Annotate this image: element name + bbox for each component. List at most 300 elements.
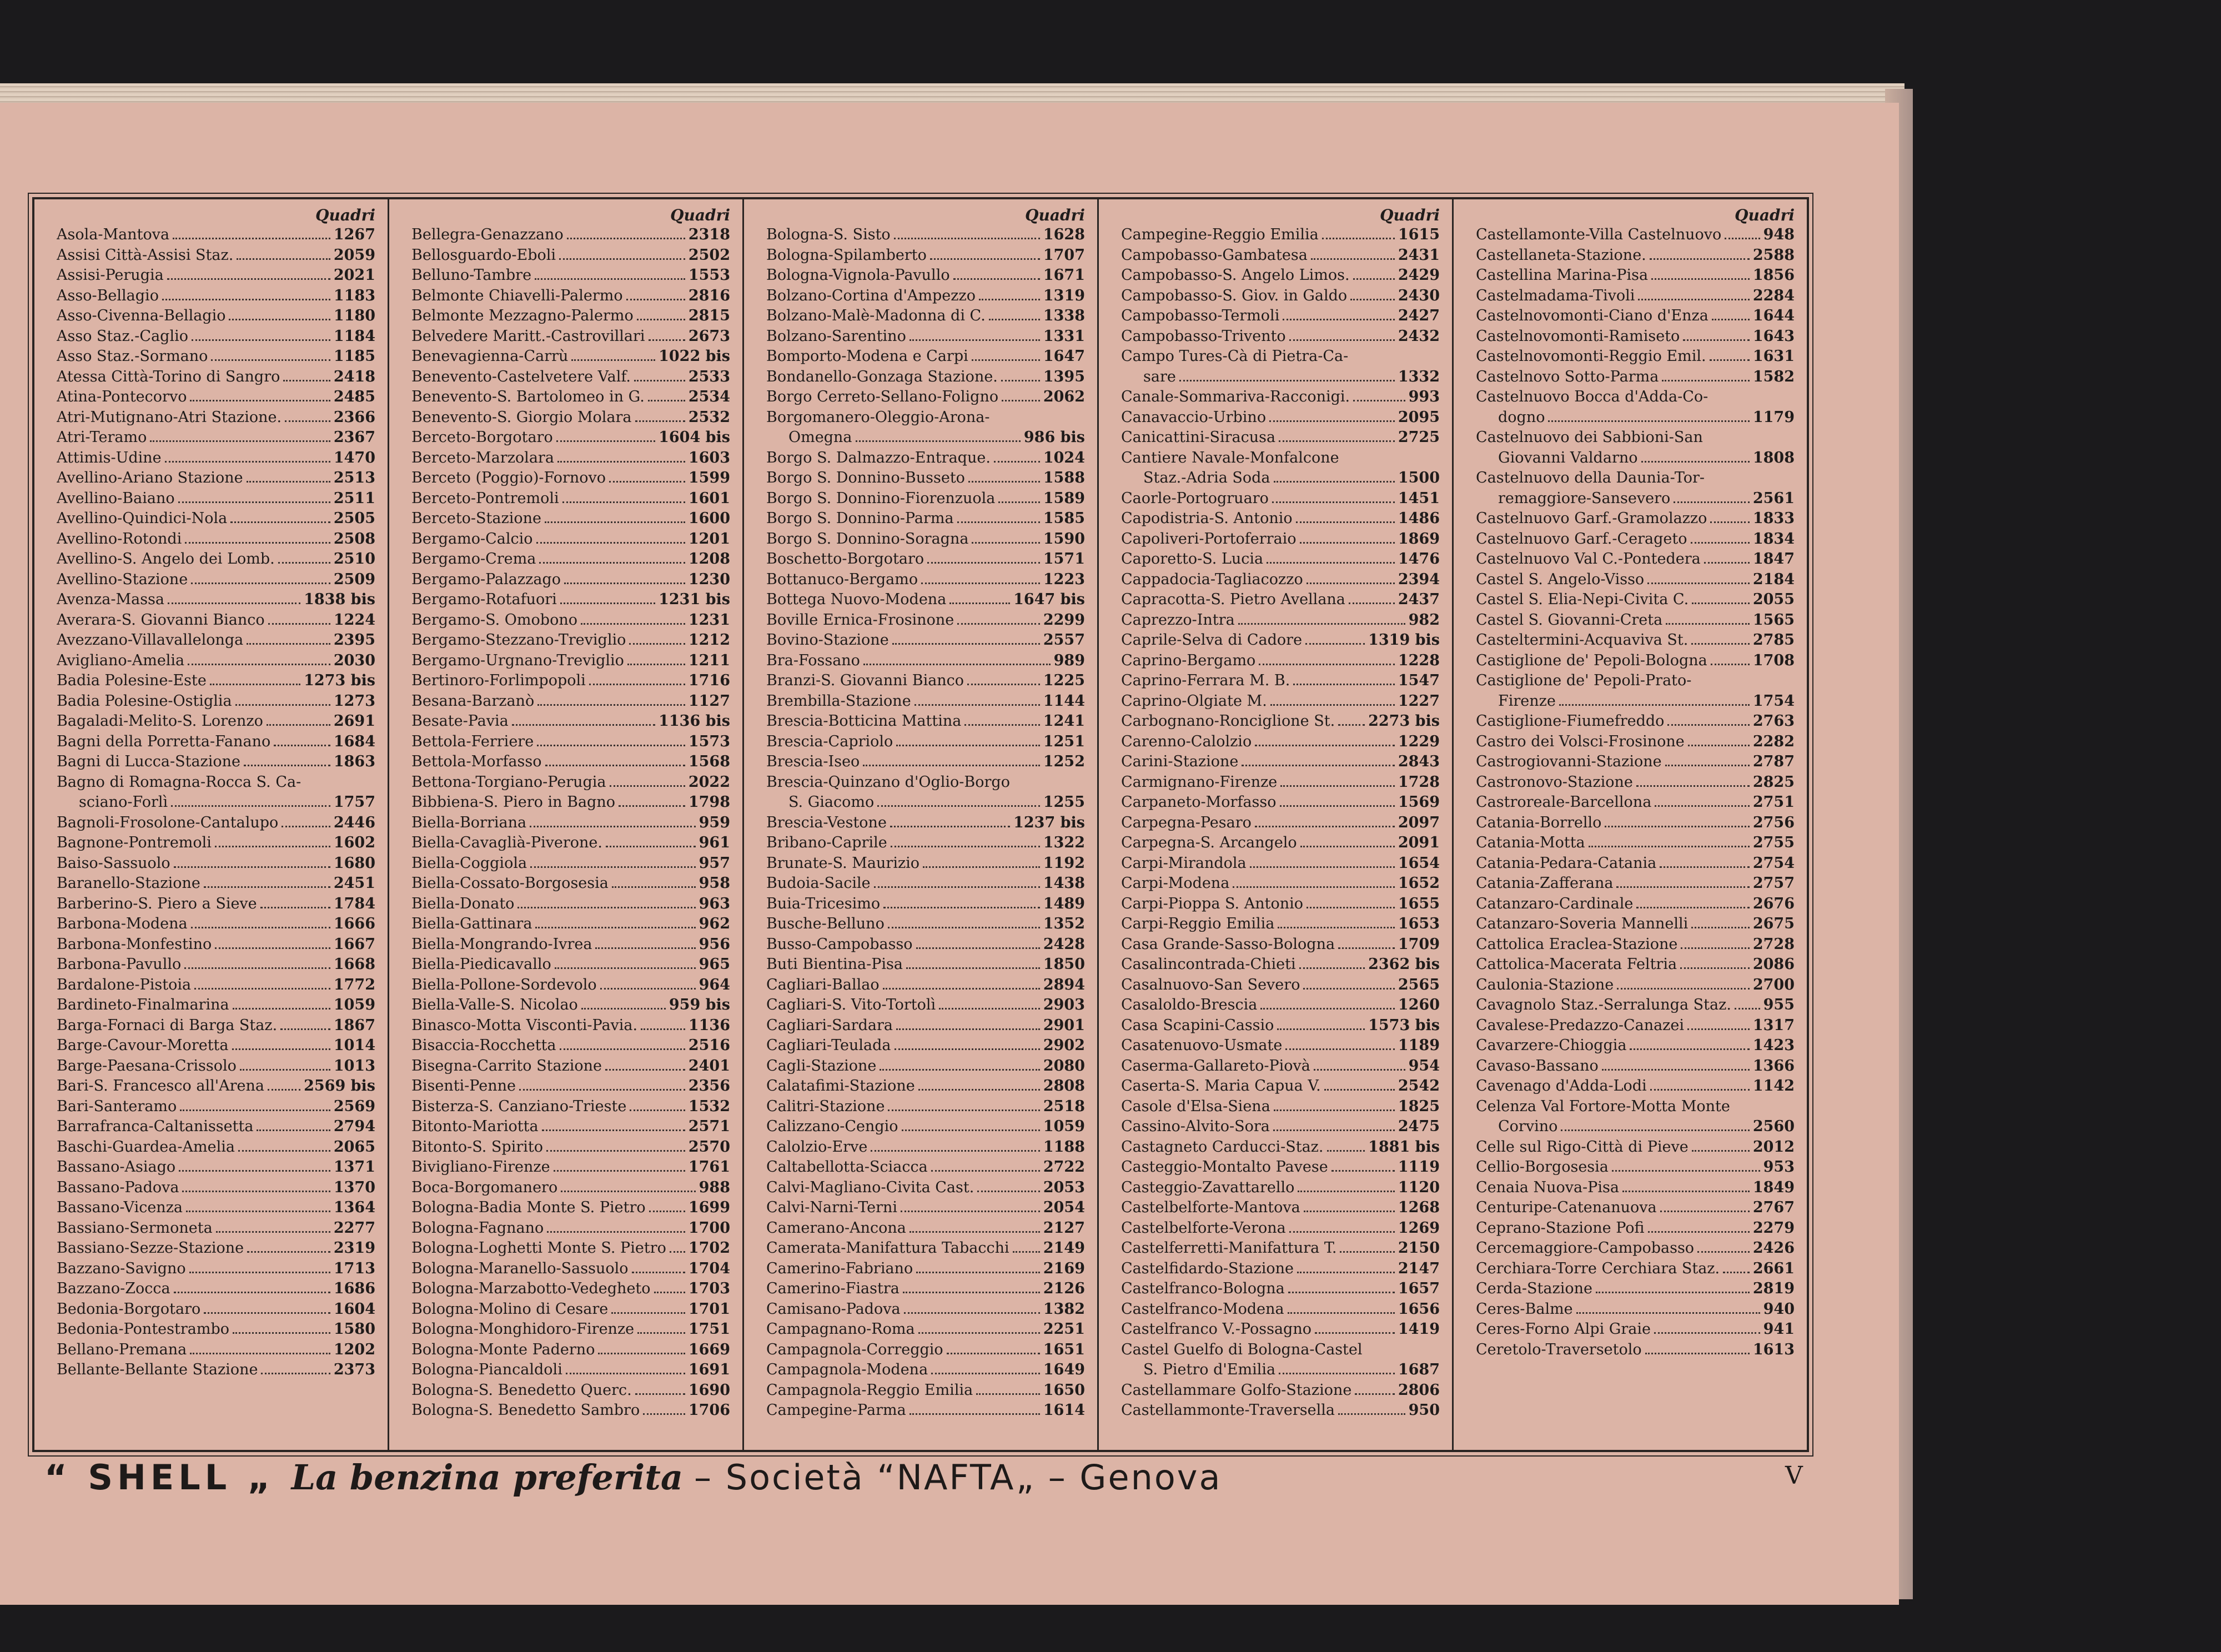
route-name: Atri-Mutignano-Atri Stazione. (57, 408, 282, 426)
table-number: 1319 (1043, 287, 1085, 304)
dot-leader (215, 947, 330, 949)
table-row (411, 1076, 730, 1097)
table-number: 1269 (1398, 1219, 1440, 1237)
table-row (1476, 225, 1795, 245)
table-row (1476, 448, 1795, 469)
route-name: Asso Staz.-Sormano (57, 348, 208, 365)
table-number: 1833 (1752, 510, 1795, 527)
table-number: 2284 (1752, 287, 1795, 304)
dot-leader (546, 1149, 685, 1152)
table-number: 2273 bis (1368, 712, 1440, 730)
table-row (1121, 732, 1440, 752)
table-row (411, 1218, 730, 1239)
table-number: 1229 (1398, 732, 1440, 750)
dot-leader (517, 906, 695, 908)
table-number: 1704 (688, 1259, 730, 1277)
route-name: Bertinoro-Forlimpopoli (411, 672, 586, 689)
route-name: Campagnola-Correggio (766, 1340, 943, 1358)
index-column-1 (34, 199, 389, 1450)
table-row (1476, 1218, 1795, 1239)
route-name: Avigliano-Amelia (57, 651, 185, 669)
dot-leader (1630, 1048, 1749, 1050)
table-row (766, 1340, 1085, 1360)
dot-leader (927, 561, 1040, 564)
table-row (1121, 1380, 1440, 1401)
route-name: Caserta-S. Maria Capua V. (1121, 1077, 1321, 1094)
table-row (1476, 873, 1795, 894)
route-name: Carpi-Pioppa S. Antonio (1121, 895, 1303, 912)
table-number: 1602 (333, 834, 375, 851)
dot-leader (654, 1291, 685, 1293)
route-name: Bomporto-Modena e Carpi (766, 348, 968, 365)
route-name: Asso Staz.-Caglio (57, 327, 188, 345)
dot-leader (268, 622, 330, 625)
dot-leader (998, 501, 1039, 503)
table-row (1121, 651, 1440, 671)
table-row (1121, 1157, 1440, 1178)
table-number: 1237 bis (1013, 814, 1085, 831)
route-name: Belluno-Tambre (411, 267, 532, 284)
table-number: 1684 (333, 732, 375, 750)
dot-leader (979, 298, 1040, 300)
dot-leader (610, 785, 685, 787)
table-row (1121, 367, 1440, 388)
table-number: 1451 (1398, 489, 1440, 507)
route-name: Cassino-Alvito-Sora (1121, 1118, 1270, 1135)
route-name: Catanzaro-Soveria Mannelli (1476, 915, 1689, 932)
table-row (1476, 914, 1795, 935)
dot-leader (1304, 1210, 1395, 1212)
table-row (57, 590, 375, 610)
dot-leader (545, 764, 685, 766)
table-number: 1713 (333, 1259, 375, 1277)
table-row (57, 570, 375, 590)
route-name: Asso-Bellagio (57, 287, 159, 304)
table-number: 2150 (1398, 1239, 1440, 1257)
route-name: Castelnovomonti-Ciano d'Enza (1476, 307, 1709, 324)
table-row (411, 873, 730, 894)
route-name: Borgo Cerreto-Sellano-Foligno (766, 388, 999, 405)
table-number: 1686 (333, 1280, 375, 1297)
dot-leader (283, 379, 330, 381)
table-row (766, 265, 1085, 286)
table-number: 1136 bis (659, 712, 730, 730)
dot-leader (1279, 1372, 1395, 1374)
table-number: 2097 (1398, 814, 1440, 831)
table-number: 1881 bis (1368, 1138, 1440, 1156)
table-row (57, 833, 375, 853)
table-number: 2091 (1398, 834, 1440, 851)
route-name: Bettona-Torgiano-Perugia (411, 773, 606, 791)
table-number: 2808 (1043, 1077, 1085, 1094)
route-name: Atina-Pontecorvo (57, 388, 187, 405)
route-name: Casteggio-Zavattarello (1121, 1178, 1295, 1196)
dot-leader (547, 1231, 685, 1233)
route-name: Barge-Paesana-Crissolo (57, 1057, 237, 1074)
route-name: Bergamo-Crema (411, 550, 536, 568)
route-name: Castelnuovo della Daunia-Tor- (1476, 469, 1705, 486)
table-row (411, 367, 730, 388)
table-number: 2282 (1752, 732, 1795, 750)
route-name: Casa Grande-Sasso-Bologna (1121, 935, 1335, 953)
dot-leader (178, 501, 330, 503)
table-row (411, 853, 730, 874)
dot-leader (890, 825, 1010, 827)
dot-leader (1355, 1393, 1395, 1395)
table-number: 2569 (333, 1097, 375, 1115)
table-row (766, 570, 1085, 590)
table-number: 2901 (1043, 1016, 1085, 1034)
route-name: Badia Polesine-Este (57, 672, 207, 689)
table-row (411, 792, 730, 813)
dot-leader (1267, 561, 1395, 564)
route-name: Casaloldo-Brescia (1121, 996, 1258, 1013)
route-name: Castronovo-Stazione (1476, 773, 1633, 791)
route-name: Berceto-Marzolara (411, 449, 554, 466)
table-row (411, 610, 730, 631)
route-name: Castellina Marina-Pisa (1476, 267, 1649, 284)
table-number: 2673 (688, 327, 730, 345)
route-name: Castel S. Giovanni-Creta (1476, 611, 1663, 629)
route-name: Carbognano-Ronciglione St. (1121, 712, 1335, 730)
dot-leader (261, 1372, 330, 1374)
route-name: Budoia-Sacile (766, 875, 871, 892)
table-row (57, 691, 375, 712)
route-name: Cagliari-Sardara (766, 1016, 893, 1034)
table-number: 2894 (1043, 976, 1085, 993)
table-row (1121, 428, 1440, 448)
route-name: Cantiere Navale-Monfalcone (1121, 449, 1339, 466)
route-name: Calvi-Narni-Terni (766, 1199, 898, 1216)
table-row (766, 448, 1085, 469)
table-row (57, 1340, 375, 1360)
dot-leader (626, 298, 685, 300)
table-row (57, 1016, 375, 1036)
route-name: Buia-Tricesimo (766, 895, 881, 912)
table-row (1121, 975, 1440, 996)
table-number: 1438 (1043, 875, 1085, 892)
dot-leader (914, 704, 1040, 706)
dot-leader (632, 1271, 685, 1273)
table-row (1121, 509, 1440, 529)
table-row (1476, 935, 1795, 955)
table-number: 2437 (1398, 591, 1440, 608)
table-number: 959 bis (669, 996, 730, 1013)
table-row (766, 1360, 1085, 1380)
dot-leader (1660, 1210, 1750, 1212)
table-row (1476, 752, 1795, 772)
table-row (766, 671, 1085, 691)
table-row (1121, 448, 1440, 469)
footer-company: – Società “NAFTA„ – Genova (694, 1457, 1222, 1498)
table-number: 2432 (1398, 327, 1440, 345)
table-row (1121, 347, 1440, 367)
table-number: 1470 (333, 449, 375, 466)
table-row (1476, 570, 1795, 590)
route-name: Castrogiovanni-Stazione (1476, 753, 1662, 770)
table-row (1121, 1016, 1440, 1036)
route-name: Bondanello-Gonzaga Stazione. (766, 368, 998, 385)
dot-leader (1561, 1129, 1749, 1131)
route-name: Bottega Nuovo-Modena (766, 591, 947, 608)
table-row (1476, 651, 1795, 671)
route-name: Branzi-S. Giovanni Bianco (766, 672, 964, 689)
route-name: Giovanni Valdarno (1498, 449, 1638, 466)
route-name: Baschi-Guardea-Amelia (57, 1138, 235, 1156)
table-row (57, 1238, 375, 1259)
route-name: Avellino-S. Angelo dei Lomb. (57, 550, 275, 568)
route-name: Biella-Cossato-Borgosesia (411, 875, 609, 892)
dot-leader (1300, 845, 1395, 847)
route-name: Bologna-Maranello-Sassuolo (411, 1259, 629, 1277)
dot-leader (1297, 1271, 1395, 1273)
table-number: 1223 (1043, 570, 1085, 588)
table-number: 1728 (1398, 773, 1440, 791)
table-row (57, 1056, 375, 1077)
dot-leader (630, 1109, 685, 1111)
route-name: Bivigliano-Firenze (411, 1158, 550, 1176)
table-number: 940 (1763, 1300, 1795, 1318)
dot-leader (903, 1291, 1040, 1293)
table-number: 2513 (333, 469, 375, 486)
table-number: 1569 (1398, 794, 1440, 811)
table-row (766, 509, 1085, 529)
route-name: Carpi-Mirandola (1121, 854, 1247, 872)
table-row (411, 327, 730, 347)
route-name: Bisaccia-Rocchetta (411, 1037, 556, 1054)
table-number: 1754 (1752, 692, 1795, 710)
dot-leader (554, 1169, 685, 1172)
table-number: 1208 (688, 550, 730, 568)
table-number: 2065 (333, 1138, 375, 1156)
table-row (1121, 1137, 1440, 1158)
route-name: Castelnuovo Garf.-Cerageto (1476, 530, 1687, 548)
table-number: 2725 (1398, 429, 1440, 446)
route-name: Ceres-Forno Alpi Graie (1476, 1320, 1651, 1338)
table-row (1121, 1056, 1440, 1077)
table-number: 1614 (1043, 1402, 1085, 1419)
table-number: 2532 (688, 408, 730, 426)
dot-leader (909, 339, 1040, 341)
route-name: Besana-Barzanò (411, 692, 535, 710)
dot-leader (1179, 379, 1395, 381)
route-name: Castroreale-Barcellona (1476, 794, 1652, 811)
table-number: 1654 (1398, 854, 1440, 872)
route-name: Avellino-Rotondi (57, 530, 182, 548)
table-row (766, 752, 1085, 772)
route-name: Bologna-S. Benedetto Sambro (411, 1402, 640, 1419)
table-number: 1352 (1043, 915, 1085, 932)
table-row (1476, 1117, 1795, 1137)
dot-leader (968, 480, 1040, 483)
route-name: Cerda-Stazione (1476, 1280, 1592, 1297)
table-row (1476, 327, 1795, 347)
dot-leader (237, 258, 330, 260)
route-name: Casa Scapini-Cassio (1121, 1016, 1274, 1034)
dot-leader (519, 1088, 685, 1091)
table-row (1121, 1340, 1440, 1360)
table-row (1476, 955, 1795, 975)
table-row (1121, 1238, 1440, 1259)
table-row (1121, 1117, 1440, 1137)
table-row (766, 914, 1085, 935)
dot-leader (282, 825, 330, 827)
route-name: Castelnuovo Bocca d'Adda-Co- (1476, 388, 1709, 405)
route-name: Attimis-Udine (57, 449, 162, 466)
dot-leader (179, 1169, 330, 1172)
route-name: Cattolica-Macerata Feltria (1476, 956, 1677, 973)
route-name: Bologna-Fagnano (411, 1219, 544, 1237)
route-name: Biella-Valle-S. Nicolao (411, 996, 578, 1013)
table-row (766, 1016, 1085, 1036)
table-number: 2505 (333, 510, 375, 527)
table-row (411, 1056, 730, 1077)
table-row (411, 245, 730, 266)
table-row (1476, 1319, 1795, 1340)
dot-leader (1691, 642, 1750, 645)
route-name: Cavaso-Bassano (1476, 1057, 1599, 1074)
route-name: Centuripe-Catenanuova (1476, 1199, 1657, 1216)
table-row (1476, 732, 1795, 752)
table-row (766, 935, 1085, 955)
dot-leader (1666, 622, 1750, 625)
table-number: 2518 (1043, 1097, 1085, 1115)
dot-leader (649, 339, 685, 341)
table-number: 1604 bis (659, 429, 730, 446)
route-name: Boca-Borgomanero (411, 1178, 558, 1196)
table-row (766, 813, 1085, 833)
dot-leader (1259, 663, 1395, 665)
table-number: 1189 (1398, 1037, 1440, 1054)
table-number: 1364 (333, 1199, 375, 1216)
table-number: 1699 (688, 1199, 730, 1216)
route-name: Asola-Mantova (57, 226, 170, 243)
table-row (411, 1238, 730, 1259)
route-name: Castiglione de' Pepoli-Bologna (1476, 651, 1707, 669)
table-row (57, 286, 375, 307)
table-number: 1628 (1043, 226, 1085, 243)
table-number: 2279 (1752, 1219, 1795, 1237)
footer-brand: “ SHELL „ (44, 1457, 275, 1498)
dot-leader (648, 399, 685, 401)
dot-leader (537, 744, 685, 746)
table-number: 1603 (688, 449, 730, 466)
route-name: Asso-Civenna-Bellagio (57, 307, 226, 324)
route-name: Catania-Borrello (1476, 814, 1602, 831)
table-row (57, 1036, 375, 1056)
route-name: Bologna-Monghidoro-Firenze (411, 1320, 635, 1338)
dot-leader (174, 866, 330, 868)
table-number: 1850 (1043, 956, 1085, 973)
table-number: 2429 (1398, 267, 1440, 284)
table-number: 1565 (1752, 611, 1795, 629)
route-name: Catanzaro-Cardinale (1476, 895, 1634, 912)
route-name: Castiglione-Fiumefreddo (1476, 712, 1665, 730)
table-number: 1120 (1398, 1178, 1440, 1196)
table-number: 1202 (333, 1340, 375, 1358)
route-name: Bazzano-Zocca (57, 1280, 170, 1297)
table-number: 954 (1408, 1057, 1440, 1074)
route-name: Canale-Sommariva-Racconigi. (1121, 388, 1350, 405)
dot-leader (1353, 399, 1405, 401)
dot-leader (1648, 1231, 1750, 1233)
dot-leader (165, 460, 330, 463)
dot-leader (561, 1190, 695, 1192)
table-number: 1751 (688, 1320, 730, 1338)
route-name: Avenza-Massa (57, 591, 165, 608)
table-number: 2902 (1043, 1037, 1085, 1054)
route-name: Castelbelforte-Mantova (1121, 1199, 1300, 1216)
dot-leader (1645, 1352, 1750, 1354)
route-name: sare (1143, 368, 1176, 385)
dot-leader (1331, 1169, 1395, 1172)
route-name: Bolzano-Cortina d'Ampezzo (766, 287, 976, 304)
table-row (1476, 630, 1795, 651)
table-row (1121, 853, 1440, 874)
dot-leader (1692, 1149, 1750, 1152)
table-number: 2700 (1752, 976, 1795, 993)
route-name: Bassiano-Sezze-Stazione (57, 1239, 244, 1257)
route-name: Castelnovomonti-Reggio Emil. (1476, 348, 1706, 365)
table-row (1476, 347, 1795, 367)
dot-leader (233, 1007, 330, 1010)
route-name: Bologna-Badia Monte S. Pietro (411, 1199, 646, 1216)
table-row (766, 1319, 1085, 1340)
table-row (766, 1238, 1085, 1259)
dot-leader (888, 1109, 1039, 1111)
dot-leader (1279, 440, 1395, 442)
route-name: Cellio-Borgosesia (1476, 1158, 1609, 1176)
table-row (57, 387, 375, 408)
table-row (766, 651, 1085, 671)
dot-leader (232, 1048, 330, 1050)
table-row (57, 955, 375, 975)
table-number: 1651 (1043, 1340, 1085, 1358)
dot-leader (904, 1312, 1040, 1314)
dot-leader (1697, 1251, 1750, 1253)
column-header: Quadri (670, 206, 730, 224)
route-name: Baranello-Stazione (57, 875, 200, 892)
table-number: 1708 (1752, 651, 1795, 669)
route-name: Castel S. Elia-Nepi-Civita C. (1476, 591, 1689, 608)
route-name: Avellino-Ariano Stazione (57, 469, 243, 486)
route-name: Carpegna-S. Arcangelo (1121, 834, 1297, 851)
table-row (411, 1137, 730, 1158)
route-name: Barge-Cavour-Moretta (57, 1037, 229, 1054)
route-name: Celenza Val Fortore-Motta Monte (1476, 1097, 1730, 1115)
dot-leader (1338, 724, 1365, 726)
table-number: 2516 (688, 1037, 730, 1054)
dot-leader (1242, 764, 1394, 766)
index-column-4 (1099, 199, 1454, 1450)
table-number: 1370 (333, 1178, 375, 1196)
table-row (57, 448, 375, 469)
route-name: Berceto-Pontremoli (411, 489, 559, 507)
table-number: 1601 (688, 489, 730, 507)
table-row (766, 894, 1085, 915)
route-name: Castelnovo Sotto-Parma (1476, 368, 1659, 385)
table-row (766, 1137, 1085, 1158)
table-number: 959 (699, 814, 730, 831)
table-number: 2763 (1752, 712, 1795, 730)
table-row (766, 529, 1085, 550)
route-name: Bergamo-Stezzano-Treviglio (411, 631, 626, 649)
dot-leader (643, 1413, 685, 1415)
dot-leader (1303, 987, 1394, 990)
table-number: 1757 (333, 794, 375, 811)
route-name: Ceretolo-Traversetolo (1476, 1340, 1642, 1358)
route-name: Canicattini-Siracusa (1121, 429, 1276, 446)
